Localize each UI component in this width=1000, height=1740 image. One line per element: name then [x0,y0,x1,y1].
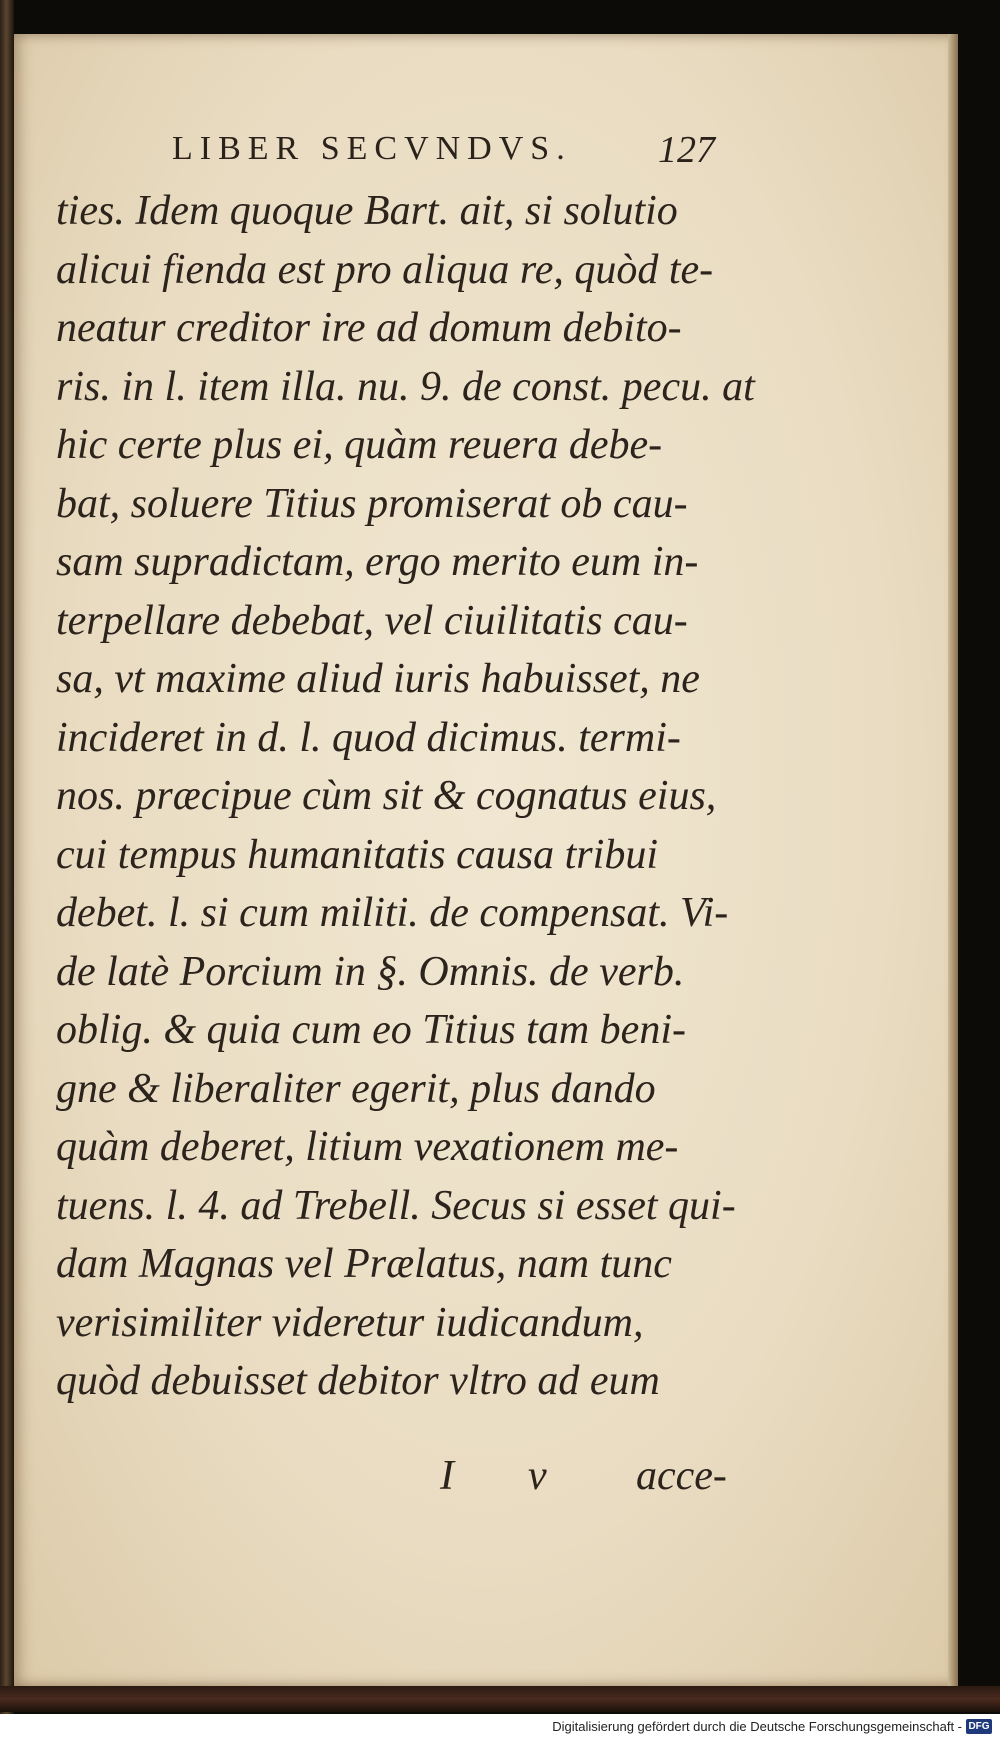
text-line: nos. præcipue cùm sit & cognatus eius, [56,773,717,819]
signature-letter: I [440,1453,454,1499]
signature-line [0,1452,1000,1512]
running-head [0,130,1000,180]
body-text [56,182,755,1411]
text-line: alicui fienda est pro aliqua re, quòd te- [56,246,714,293]
text-line: terpellare debebat, vel ciuilitatis cau- [56,597,688,644]
text-line: bat, soluere Titius promiserat ob cau- [56,480,688,527]
page-edge [948,34,958,1686]
binding-edge [0,1686,1000,1712]
running-head-title: LIBER SECVNDVS. [172,130,572,167]
signature-number: v [528,1453,547,1499]
dfg-logo-icon: DFG [966,1719,992,1734]
text-line: tuens. l. 4. ad Trebell. Secus si esset qui- [56,1182,736,1229]
text-line: cui tempus humanitatis causa tribui [56,831,658,878]
text-line: ties. Idem quoque Bart. ait, si solutio [56,188,678,234]
text-line: gne & liberaliter egerit, plus dando [56,1065,656,1112]
text-line: quàm deberet, litium vexationem me- [56,1124,679,1170]
text-line: sam supradictam, ergo merito eum in- [56,539,699,585]
digitization-footer [0,1714,1000,1740]
text-line: de latè Porcium in §. Omnis. de verb. [56,948,685,995]
text-line: hic certe plus ei, quàm reuera debe- [56,422,663,468]
text-line: sa, vt maxime aliud iuris habuisset, ne [56,656,700,702]
text-line: dam Magnas vel Prælatus, nam tunc [56,1241,672,1287]
text-line: neatur creditor ire ad domum debito- [56,305,682,351]
catchword: acce- [636,1453,727,1499]
text-line: verisimiliter videretur iudicandum, [56,1299,644,1346]
text-line: quòd debuisset debitor vltro ad eum [56,1358,660,1404]
text-line: debet. l. si cum militi. de compensat. Vi- [56,890,729,936]
page-number: 127 [658,129,715,171]
text-line: incideret in d. l. quod dicimus. termi- [56,714,681,761]
funding-credit: Digitalisierung gefördert durch die Deutsche Forschungsgemeinschaft - [552,1719,962,1734]
text-line: oblig. & quia cum eo Titius tam beni- [56,1007,686,1053]
text-line: ris. in l. item illa. nu. 9. de const. pecu. at [56,363,755,410]
